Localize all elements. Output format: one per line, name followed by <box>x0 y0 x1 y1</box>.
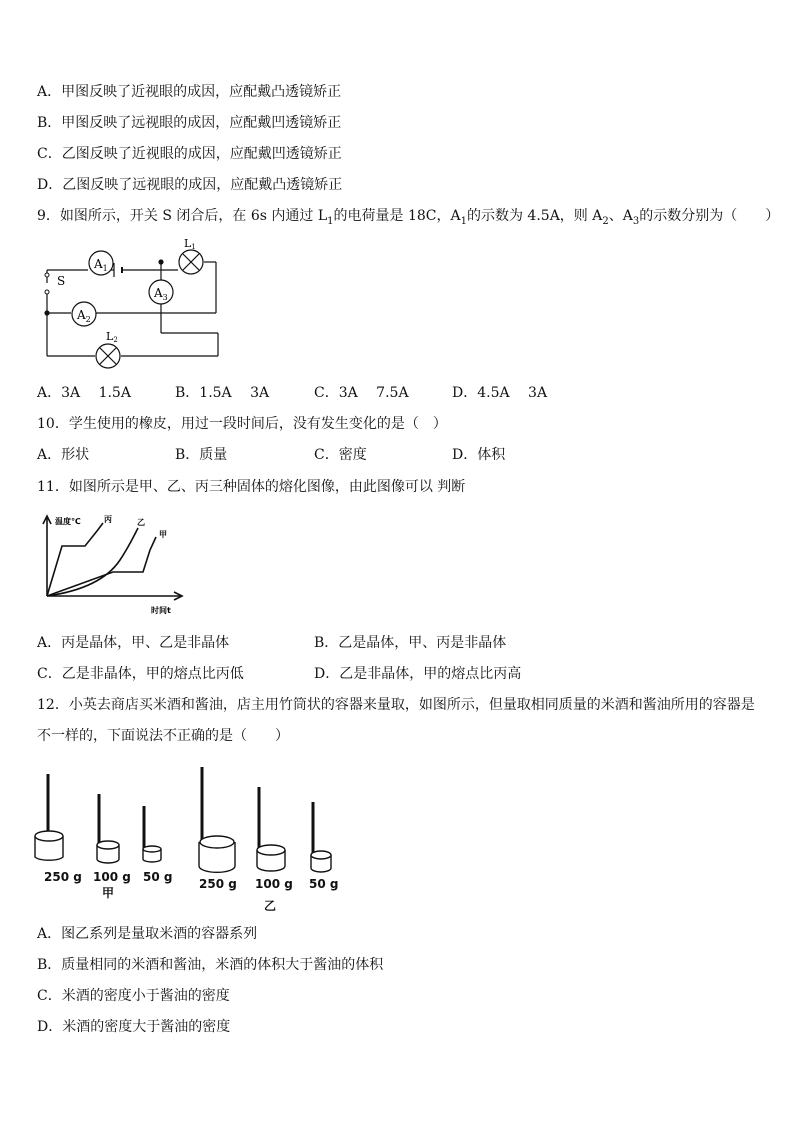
mass-jia-250: 250 g <box>44 870 82 884</box>
svg-text:A2: $A_2$ <box>77 308 91 324</box>
x-axis-label: 时间t <box>151 606 171 615</box>
svg-text:A1: $A_1$ <box>94 257 108 273</box>
q11-option-a: A．丙是晶体，甲、乙是非晶体 <box>37 635 230 651</box>
cup-yi-250 <box>199 767 235 872</box>
mass-yi-250: 250 g <box>199 877 237 891</box>
q10-option-c: C．密度 <box>314 447 367 463</box>
q11-stem: 11．如图所示是甲、乙、丙三种固体的熔化图像，由此图像可以 判断 <box>37 479 466 495</box>
q9-stem: 9．如图所示，开关 S 闭合后，在 6s 内通过 $L_1$的电荷量是 18C，$A_1$的示数为 4.5A，则 $A_2$、$A_3$的示数分别为（ ） <box>37 208 780 227</box>
q8-option-d: D．乙图反映了远视眼的成因，应配戴凸透镜矫正 <box>37 177 343 193</box>
q9-option-b: B．1.5A 3A <box>175 385 270 401</box>
cup-jia-250 <box>35 774 63 860</box>
switch-label: S <box>57 274 66 288</box>
q9-option-a: A．3A 1.5A <box>37 385 131 401</box>
q8-option-c: C．乙图反映了近视眼的成因，应配戴凹透镜矫正 <box>37 146 342 162</box>
group-label-jia: 甲 <box>102 886 115 900</box>
mass-jia-100: 100 g <box>93 870 131 884</box>
q12-option-b: B．质量相同的米酒和酱油，米酒的体积大于酱油的体积 <box>37 957 384 973</box>
q12-stem-line2: 不一样的，下面说法不正确的是（ ） <box>37 728 289 744</box>
q10-option-b: B．质量 <box>175 447 228 463</box>
svg-text:L1: L1 <box>184 237 196 251</box>
q12-stem-line1: 12．小英去商店买米酒和酱油，店主用竹筒状的容器来量取，如图所示，但量取相同质量的米酒和酱油所用的容器是 <box>37 697 755 713</box>
mass-yi-100: 100 g <box>255 877 293 891</box>
q11-option-b: B．乙是晶体，甲、丙是非晶体 <box>314 635 507 651</box>
q9-option-d: D．4.5A 3A <box>452 385 548 401</box>
q10-stem: 10．学生使用的橡皮，用过一段时间后，没有发生变化的是（ ） <box>37 416 447 432</box>
mass-yi-50: 50 g <box>309 877 339 891</box>
curve-label-jia: 甲 <box>159 530 167 539</box>
q11-option-d: D．乙是非晶体，甲的熔点比丙高 <box>314 666 522 682</box>
cup-jia-50 <box>143 806 161 862</box>
q12-option-d: D．米酒的密度大于酱油的密度 <box>37 1019 231 1035</box>
q8-option-a: A．甲图反映了近视眼的成因，应配戴凸透镜矫正 <box>37 84 342 100</box>
curve-label-bing: 丙 <box>104 515 112 524</box>
q10-option-d: D．体积 <box>452 447 506 463</box>
svg-text:L2: L2 <box>106 330 118 344</box>
y-axis-label: 温度℃ <box>55 517 81 526</box>
cup-yi-100 <box>257 787 285 871</box>
q11-option-c: C．乙是非晶体，甲的熔点比丙低 <box>37 666 244 682</box>
cup-yi-50 <box>311 802 331 872</box>
group-label-yi: 乙 <box>264 899 277 913</box>
cup-jia-100 <box>97 794 119 863</box>
q10-option-a: A．形状 <box>37 447 90 463</box>
q9-option-c: C．3A 7.5A <box>314 385 409 401</box>
q12-option-c: C．米酒的密度小于酱油的密度 <box>37 988 230 1004</box>
svg-text:A3: $A_3$ <box>154 286 168 302</box>
curve-label-yi: 乙 <box>137 518 145 527</box>
q8-option-b: B．甲图反映了远视眼的成因，应配戴凹透镜矫正 <box>37 115 342 131</box>
mass-jia-50: 50 g <box>143 870 173 884</box>
q12-option-a: A．图乙系列是量取米酒的容器系列 <box>37 926 258 942</box>
